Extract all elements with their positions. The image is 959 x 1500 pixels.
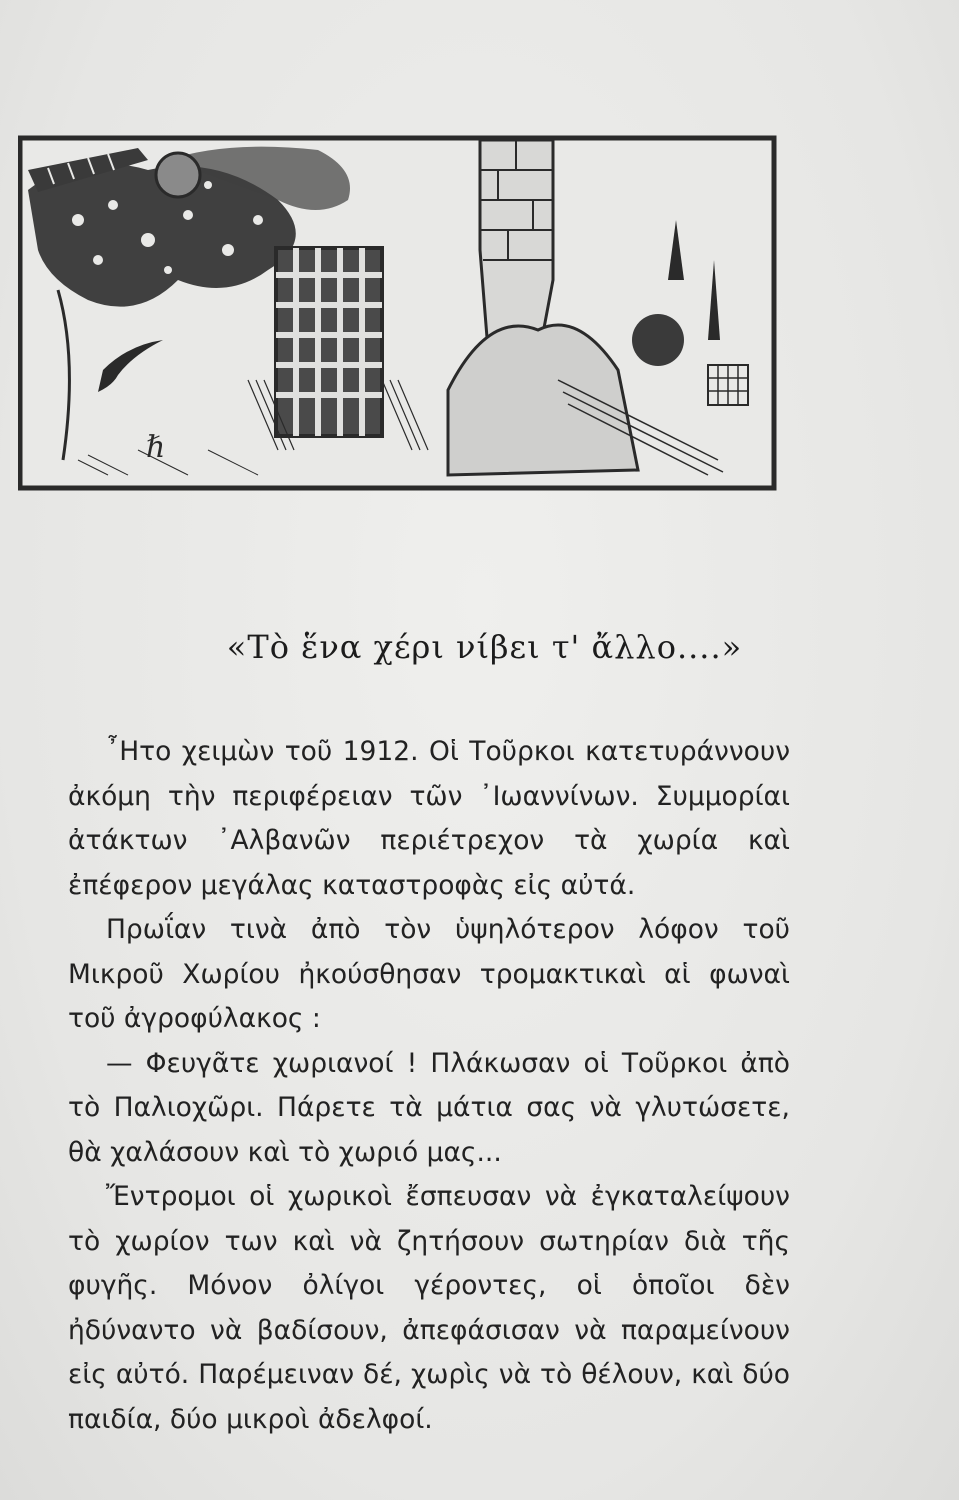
paragraph-3: — Φευγᾶτε χωριανοί ! Πλάκωσαν οἱ Τοῦρκοι ἀπὸ τὸ Παλιοχῶρι. Πάρετε τὰ μάτια σας νὰ γλυτώσετε, θὰ χαλάσουν καὶ τὸ χωριό μας... bbox=[68, 1047, 790, 1168]
paragraph-2: Πρωΐαν τινὰ ἀπὸ τὸν ὑψηλότερον λόφον τοῦ Μικροῦ Χωρίου ἠκούσθησαν τρομακτικαὶ αἱ φωναὶ τοῦ ἀγροφύλακος : bbox=[68, 914, 790, 1034]
body-text bbox=[68, 730, 790, 1442]
paragraph-1: ῏Ητο χειμὼν τοῦ 1912. Οἱ Τοῦρκοι κατετυράννουν ἀκόμη τὴν περιφέρειαν τῶν ᾿Ιωαννίνων. Συμμορίαι ἀτάκτων ᾿Αλβανῶν περιέτρεχον τὰ χωρία καὶ ἐπέφερον μεγάλας καταστροφὰς εἰς αὐτά. bbox=[68, 736, 790, 901]
artist-monogram: ℏ bbox=[146, 430, 166, 465]
chapter-title: «Τὸ ἕνα χέρι νίβει τ' ἄλλο....» bbox=[226, 628, 743, 666]
header-illustration bbox=[18, 130, 778, 492]
paragraph-4: Ἔντρομοι οἱ χωρικοὶ ἔσπευσαν νὰ ἐγκαταλείψουν τὸ χωρίον των καὶ νὰ ζητήσουν σωτηρίαν διὰ τῆς φυγῆς. Μόνον ὀλίγοι γέροντες, οἱ ὁποῖοι δὲν ἠδύναντο νὰ βαδίσουν, ἀπεφάσισαν νὰ παραμείνουν εἰς αὐτό. Παρέμειναν δέ, χωρὶς νὰ τὸ θέλουν, καὶ δύο παιδία, δύο μικροὶ ἀδελφοί. bbox=[68, 1181, 790, 1435]
